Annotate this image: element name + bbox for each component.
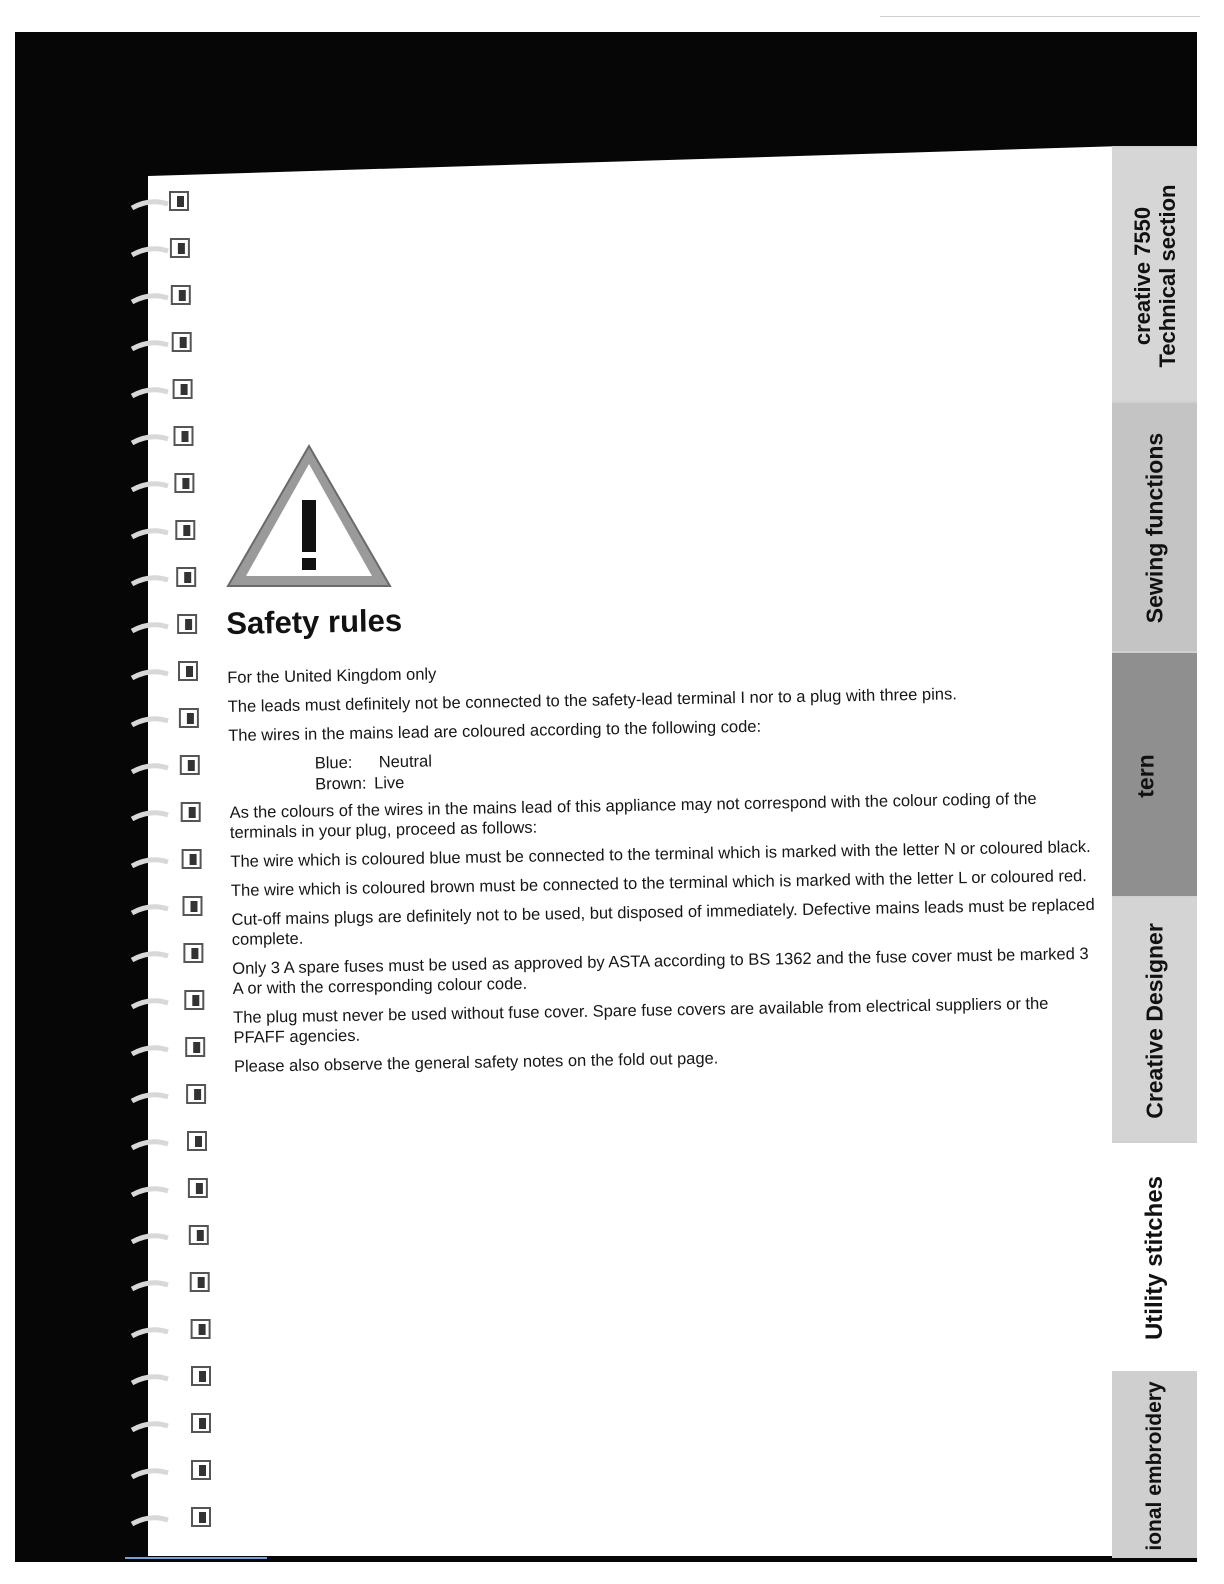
spiral-coil: [132, 1283, 168, 1289]
paragraph-colour-mismatch: As the colours of the wires in the mains lead of this appliance may not correspond with the colour coding of the terminals in your plug, proceed as follows:: [229, 789, 1037, 842]
spiral-hole-shadow: [187, 713, 194, 724]
spiral-hole-shadow: [196, 1183, 203, 1194]
spiral-hole-shadow: [192, 995, 199, 1006]
spiral-coil: [132, 1471, 168, 1477]
tab-technical-section[interactable]: [1112, 146, 1197, 403]
wire-colour: Brown:: [314, 774, 367, 794]
spiral-coil: [132, 1377, 168, 1383]
spiral-coil: [132, 390, 168, 396]
spiral-hole-shadow: [186, 666, 193, 677]
paragraph-general-notes: Please also observe the general safety notes on the fold out page.: [233, 1049, 719, 1076]
spiral-coil: [132, 1518, 168, 1524]
spiral-coil: [132, 954, 168, 960]
spiral-hole-shadow: [188, 760, 195, 771]
spiral-hole-shadow: [194, 1089, 201, 1100]
wire-colour: Blue:: [314, 753, 353, 773]
tab-embroidery-label: ional embroidery: [1142, 1380, 1166, 1551]
tab-utility-stitches[interactable]: [1112, 1141, 1197, 1373]
tab-technical-section-text: [1130, 184, 1180, 367]
tab-creative-label: Creative Designer: [1141, 922, 1167, 1119]
spiral-binding: [128, 186, 218, 1556]
spiral-hole-shadow: [178, 243, 185, 254]
tab-technical-label: Technical section: [1154, 184, 1180, 367]
spiral-hole-shadow: [199, 1324, 206, 1335]
scan-top-rule: [880, 16, 1200, 17]
page-title: Safety rules: [226, 602, 403, 641]
spiral-coil: [132, 1048, 168, 1054]
spiral-coil: [132, 625, 168, 631]
spiral-hole-shadow: [189, 807, 196, 818]
spiral-coil: [132, 249, 168, 255]
tab-pattern[interactable]: [1112, 651, 1197, 898]
spiral-hole-shadow: [199, 1418, 206, 1429]
spiral-coil: [132, 1142, 168, 1148]
spiral-coil: [132, 1095, 168, 1101]
spiral-coil: [132, 1424, 168, 1430]
paragraph-uk-only: For the United Kingdom only: [227, 665, 437, 687]
spiral-hole-shadow: [182, 431, 189, 442]
spiral-coil: [132, 1189, 168, 1195]
spiral-coil: [132, 672, 168, 678]
spiral-hole-shadow: [197, 1230, 204, 1241]
spiral-hole-shadow: [179, 290, 186, 301]
paragraph-wire-code-intro: The wires in the mains lead are coloured according to the following code:: [228, 717, 762, 745]
spiral-coil: [132, 1236, 168, 1242]
paragraph-brown-wire: The wire which is coloured brown must be connected to the terminal which is marked with the letter L or coloured red.: [230, 867, 1087, 900]
tab-sewing-functions[interactable]: [1112, 401, 1197, 653]
wire-code-list: [315, 740, 1100, 796]
spiral-coil: [132, 766, 168, 772]
spiral-coil: [132, 578, 168, 584]
warning-triangle-icon: [224, 442, 394, 590]
spiral-hole-shadow: [185, 619, 192, 630]
paragraph-fuse-cover: The plug must never be used without fuse cover. Spare fuse covers are available from electrical suppliers or the PFAFF agencies.: [233, 994, 1049, 1047]
spiral-coil: [132, 1330, 168, 1336]
spiral-coil: [132, 437, 168, 443]
spiral-hole-shadow: [184, 572, 191, 583]
spiral-coil: [132, 484, 168, 490]
spiral-coil: [132, 1001, 168, 1007]
tab-pattern-label: tern: [1132, 753, 1159, 798]
spiral-hole-shadow: [193, 1042, 200, 1053]
section-tabs: [1112, 146, 1197, 1556]
paragraph-spare-fuses: Only 3 A spare fuses must be used as approved by ASTA according to BS 1362 and the fuse cover must be marked 3 A or with the corresponding colour code.: [232, 945, 1089, 998]
spiral-coil: [132, 531, 168, 537]
paragraph-no-earth: The leads must definitely not be connected to the safety-lead terminal I nor to a plug with three pins.: [227, 685, 957, 716]
safety-content: [226, 591, 1104, 1086]
spiral-hole-shadow: [199, 1371, 206, 1382]
spiral-coil: [132, 202, 168, 208]
spiral-hole-shadow: [180, 337, 187, 348]
wire-meaning: Live: [373, 773, 405, 793]
tab-product-title: creative 7550: [1129, 206, 1155, 345]
tab-utility-label: Utility stitches: [1140, 1175, 1168, 1341]
wire-meaning: Neutral: [378, 752, 433, 772]
spiral-hole-shadow: [198, 1277, 205, 1288]
spiral-coil: [132, 296, 168, 302]
spiral-hole-shadow: [191, 901, 198, 912]
spiral-coil: [132, 719, 168, 725]
spiral-hole-shadow: [177, 196, 184, 207]
tab-embroidery[interactable]: [1112, 1371, 1197, 1558]
spiral-hole-shadow: [183, 525, 190, 536]
spiral-hole-shadow: [181, 384, 188, 395]
spiral-coil: [132, 907, 168, 913]
tab-creative-designer[interactable]: [1112, 896, 1197, 1143]
spiral-coil: [132, 343, 168, 349]
spiral-coil: [132, 813, 168, 819]
spiral-coil: [132, 860, 168, 866]
tab-sewing-label: Sewing functions: [1141, 432, 1167, 624]
paragraph-cut-off-plugs: Cut-off mains plugs are definitely not to be used, but disposed of immediately. Defective mains leads must be replaced complete.: [231, 895, 1095, 949]
spiral-hole-shadow: [199, 1465, 206, 1476]
spiral-hole-shadow: [199, 1512, 206, 1523]
spiral-hole-shadow: [195, 1136, 202, 1147]
scan-bottom-line: [125, 1557, 267, 1559]
spiral-hole-shadow: [191, 948, 198, 959]
spiral-hole-shadow: [190, 854, 197, 865]
paragraph-blue-wire: The wire which is coloured blue must be connected to the terminal which is marked with the letter N or coloured black.: [230, 837, 1091, 871]
spiral-hole-shadow: [182, 478, 189, 489]
